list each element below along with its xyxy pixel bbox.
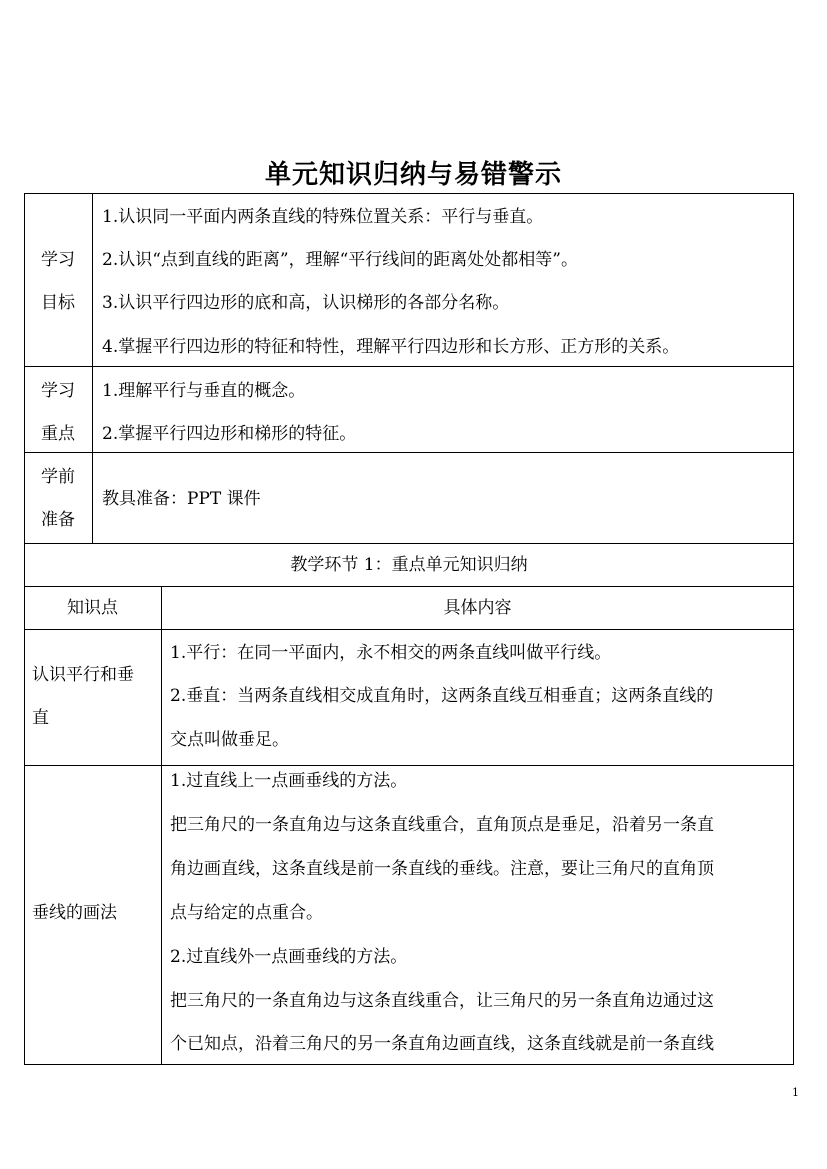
section-header: 教学环节 1：重点单元知识归纳 xyxy=(290,555,528,575)
row-content-line: 把三角尺的一条直角边与这条直线重合，让三角尺的另一条直角边通过这 xyxy=(170,991,714,1011)
table-rule xyxy=(24,452,794,453)
row-topic-line2: 直 xyxy=(32,708,49,728)
table-rule xyxy=(24,193,794,194)
table-rule xyxy=(24,629,794,630)
row-topic-line1: 认识平行和垂 xyxy=(32,665,134,685)
key-points-label-line1: 学习 xyxy=(41,381,75,401)
table-rule xyxy=(793,193,794,1065)
column-header-knowledge: 知识点 xyxy=(67,598,118,618)
row-content-line: 角边画直线，这条直线是前一条直线的垂线。注意，要让三角尺的直角顶 xyxy=(170,859,714,879)
preparation-label-line1: 学前 xyxy=(41,467,75,487)
row-content-line: 把三角尺的一条直角边与这条直线重合，直角顶点是垂足，沿着另一条直 xyxy=(170,815,714,835)
page-title: 单元知识归纳与易错警示 xyxy=(264,160,562,190)
key-points-label-line2: 重点 xyxy=(41,424,75,444)
row-content-line: 2.垂直：当两条直线相交成直角时，这两条直线互相垂直；这两条直线的 xyxy=(170,686,714,706)
row-topic: 垂线的画法 xyxy=(32,903,117,923)
row-content-line: 个已知点，沿着三角尺的另一条直角边画直线，这条直线就是前一条直线 xyxy=(170,1034,714,1054)
knowledge-table xyxy=(24,193,794,1065)
row-content-line: 点与给定的点重合。 xyxy=(170,903,323,923)
row-content-line: 交点叫做垂足。 xyxy=(170,730,289,750)
table-rule xyxy=(24,366,794,367)
column-header-content: 具体内容 xyxy=(443,598,512,618)
goals-label-line2: 目标 xyxy=(41,293,75,313)
row-content-line: 1.过直线上一点画垂线的方法。 xyxy=(170,771,408,791)
table-rule xyxy=(24,543,794,544)
goal-item: 3.认识平行四边形的底和高，认识梯形的各部分名称。 xyxy=(102,293,510,313)
row-content-line: 1.平行：在同一平面内，永不相交的两条直线叫做平行线。 xyxy=(170,643,612,663)
goal-item: 4.掌握平行四边形的特征和特性，理解平行四边形和长方形、正方形的关系。 xyxy=(102,337,680,357)
table-rule xyxy=(92,193,93,543)
page-number: 1 xyxy=(792,1086,799,1099)
table-rule xyxy=(24,765,794,766)
table-rule xyxy=(161,586,162,1065)
key-point-item: 2.掌握平行四边形和梯形的特征。 xyxy=(102,424,357,444)
goal-item: 2.认识“点到直线的距离”，理解“平行线间的距离处处都相等”。 xyxy=(102,250,578,270)
table-rule xyxy=(24,586,794,587)
goal-item: 1.认识同一平面内两条直线的特殊位置关系：平行与垂直。 xyxy=(102,207,544,227)
preparation-content: 教具准备：PPT 课件 xyxy=(102,489,261,509)
row-content-line: 2.过直线外一点画垂线的方法。 xyxy=(170,947,408,967)
goals-label-line1: 学习 xyxy=(41,250,75,270)
table-rule xyxy=(24,193,25,1065)
key-point-item: 1.理解平行与垂直的概念。 xyxy=(102,381,306,401)
preparation-label-line2: 准备 xyxy=(41,510,75,530)
table-rule xyxy=(24,1064,794,1065)
